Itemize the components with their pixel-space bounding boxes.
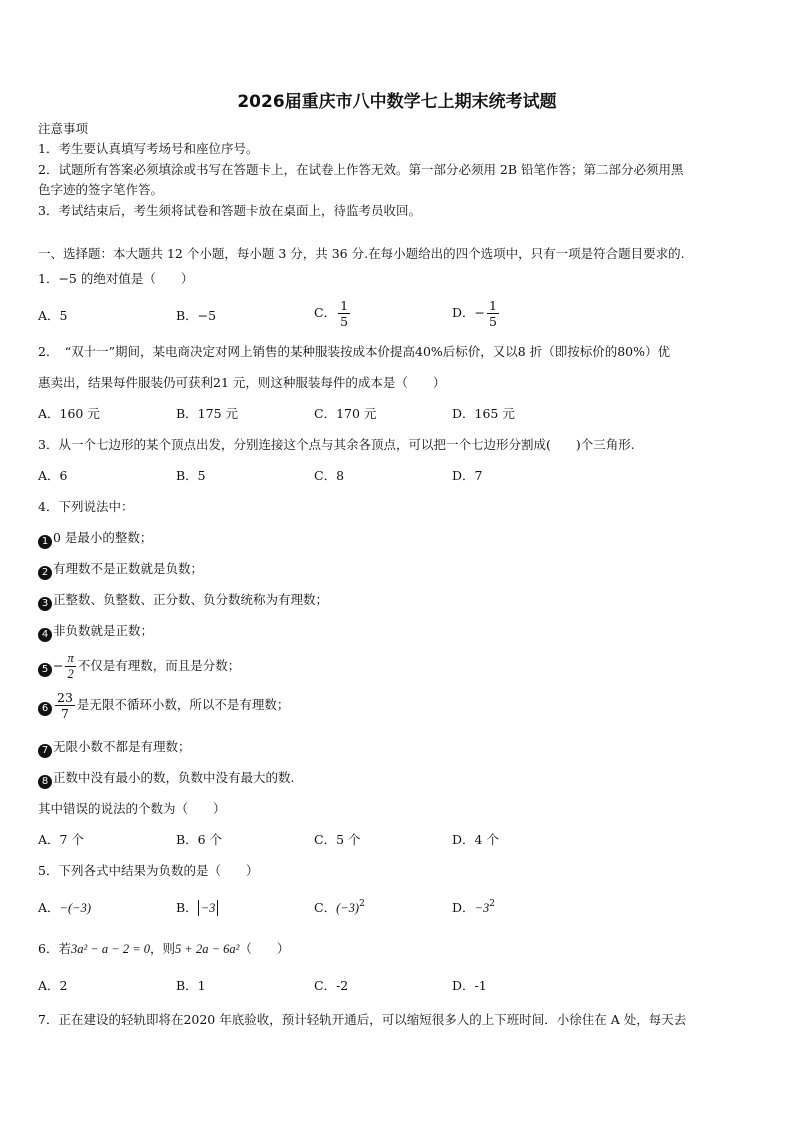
page-title: 2026届重庆市八中数学七上期末统考试题 [237,92,557,112]
q4-option-d: D．4 个 [452,832,499,847]
q6-stem-post: （ ） [239,941,290,956]
q3-option-b: B．5 [176,468,206,483]
notice-item-2: 2．试题所有答案必须填涂或书写在答题卡上，在试卷上作答无效。第一部分必须用 2B 铅笔作答；第二部分必须用黑 [38,162,684,177]
q4-statement-3 [38,592,328,611]
exponent: 2 [359,899,365,909]
pi-over-2-fraction [65,651,75,682]
fraction-denominator: 5 [489,314,497,329]
q2-stem-line2: 惠卖出，结果每件服装仍可获利21 元，则这种服装每件的成本是（ ） [38,375,446,390]
notice-item-2-cont: 色字迹的签字笔作答。 [38,182,164,197]
q4-question: 其中错误的说法的个数为（ ） [38,801,226,816]
q4-option-b: B．6 个 [176,832,223,847]
q4-statement-5 [38,651,240,682]
q1-option-c-label: C． [314,305,337,320]
circled-number-6: 6 [38,702,52,716]
q6-expression: 5 + 2a − 6a² [175,942,240,956]
q4-statement-8 [38,770,294,789]
section-heading: 一、选择题：本大题共 12 个小题，每小题 3 分，共 36 分.在每小题给出的四个选项中，只有一项是符合题目要求的. [38,246,685,261]
statement-text: 正数中没有最小的数，负数中没有最大的数. [53,770,295,785]
option-label: D． [452,900,475,915]
absolute-value-expression: −3 [198,900,219,916]
fraction-denominator: 5 [340,314,349,329]
q6-option-d: D．-1 [452,978,487,993]
q1-option-d-fraction [487,298,499,329]
circled-number-4: 4 [38,628,52,642]
23-over-7-fraction [55,690,75,721]
q2-option-a: A．160 元 [38,406,100,421]
q3-option-c: C．8 [314,468,345,483]
q5-option-c [314,900,365,916]
circled-number-5: 5 [38,663,52,677]
q4-statement-1 [38,530,152,549]
q2-stem-line1: 2． “双十一”期间，某电商决定对网上销售的某种服装按成本价提高40%后标价，又以8 折（即按标价的80%）优 [38,344,670,359]
circled-number-2: 2 [38,566,52,580]
fraction-numerator: 23 [57,690,73,705]
q3-option-a: A．6 [38,468,68,483]
option-label: A． [38,900,60,915]
q5-option-b [176,900,218,916]
option-expression: −(−3) [59,901,91,915]
q2-option-b: B．175 元 [176,406,239,421]
q6-option-a: A．2 [38,978,68,993]
option-expression: −3 [474,901,490,915]
q1-option-c [314,298,352,329]
q3-option-d: D．7 [452,468,483,483]
statement-text: 0 是最小的整数； [53,530,153,545]
fraction-numerator: π [67,651,74,665]
fraction-numerator: 1 [340,298,349,313]
q3-stem: 3．从一个七边形的某个顶点出发，分别连接这个点与其余各顶点，可以把一个七边形分割成( )个三角形. [38,437,635,452]
q4-statement-2 [38,561,203,580]
q1-option-d-sign: − [474,305,486,320]
q5-option-d [452,900,495,916]
q5-stem: 5．下列各式中结果为负数的是（ ） [38,863,259,878]
q4-statement-6 [38,690,289,721]
q5-option-a [38,900,91,916]
q6-stem [38,941,289,957]
statement-text: 正整数、负整数、正分数、负分数统称为有理数； [53,592,329,607]
q2-option-d: D．165 元 [452,406,515,421]
fraction-denominator: 2 [67,667,74,681]
q1-option-d [452,298,501,329]
notice-heading: 注意事项 [38,121,89,136]
statement-text: 是无限不循环小数，所以不是有理数； [76,697,290,712]
notice-item-3: 3．考试结束后，考生须将试卷和答题卡放在桌面上，待监考员收回。 [38,203,421,218]
notice-item-1: 1．考生要认真填写考场号和座位序号。 [38,141,259,156]
q4-statement-4 [38,623,153,642]
q1-option-b: B．−5 [176,308,217,323]
q6-stem-mid: ，则 [150,941,176,956]
q4-stem: 4．下列说法中： [38,499,134,514]
circled-number-3: 3 [38,597,52,611]
statement-text: 有理数不是正数就是负数； [53,561,204,576]
q6-option-b: B．1 [176,978,206,993]
q6-stem-pre: 6．若 [38,941,71,956]
q6-condition: 3a² − a − 2 = 0 [70,942,151,956]
q4-statement-7 [38,739,191,758]
option-label: C． [314,900,337,915]
q1-option-d-label: D． [452,305,475,320]
circled-number-7: 7 [38,744,52,758]
option-expression: (−3) [336,901,360,915]
q4-option-c: C．5 个 [314,832,361,847]
option-label: B． [176,900,198,915]
statement-sign: − [53,658,64,673]
exponent: 2 [489,899,495,909]
circled-number-8: 8 [38,775,52,789]
q6-option-c: C．-2 [314,978,349,993]
statement-text: 非负数就是正数； [53,623,154,638]
q4-option-a: A．7 个 [38,832,84,847]
q7-stem: 7．正在建设的轻轨即将在2020 年底验收，预计轻轨开通后，可以缩短很多人的上下班时间．小徐住在 A 处，每天去 [38,1012,687,1027]
q2-option-c: C．170 元 [314,406,377,421]
statement-text: 无限小数不都是有理数； [53,739,191,754]
fraction-denominator: 7 [60,706,69,721]
q1-stem: 1．−5 的绝对值是（ ） [38,271,194,286]
q1-option-a: A．5 [38,308,68,323]
fraction-numerator: 1 [489,298,497,313]
q1-option-c-fraction [338,298,350,329]
circled-number-1: 1 [38,535,52,549]
statement-text: 不仅是有理数，而且是分数； [77,658,241,673]
